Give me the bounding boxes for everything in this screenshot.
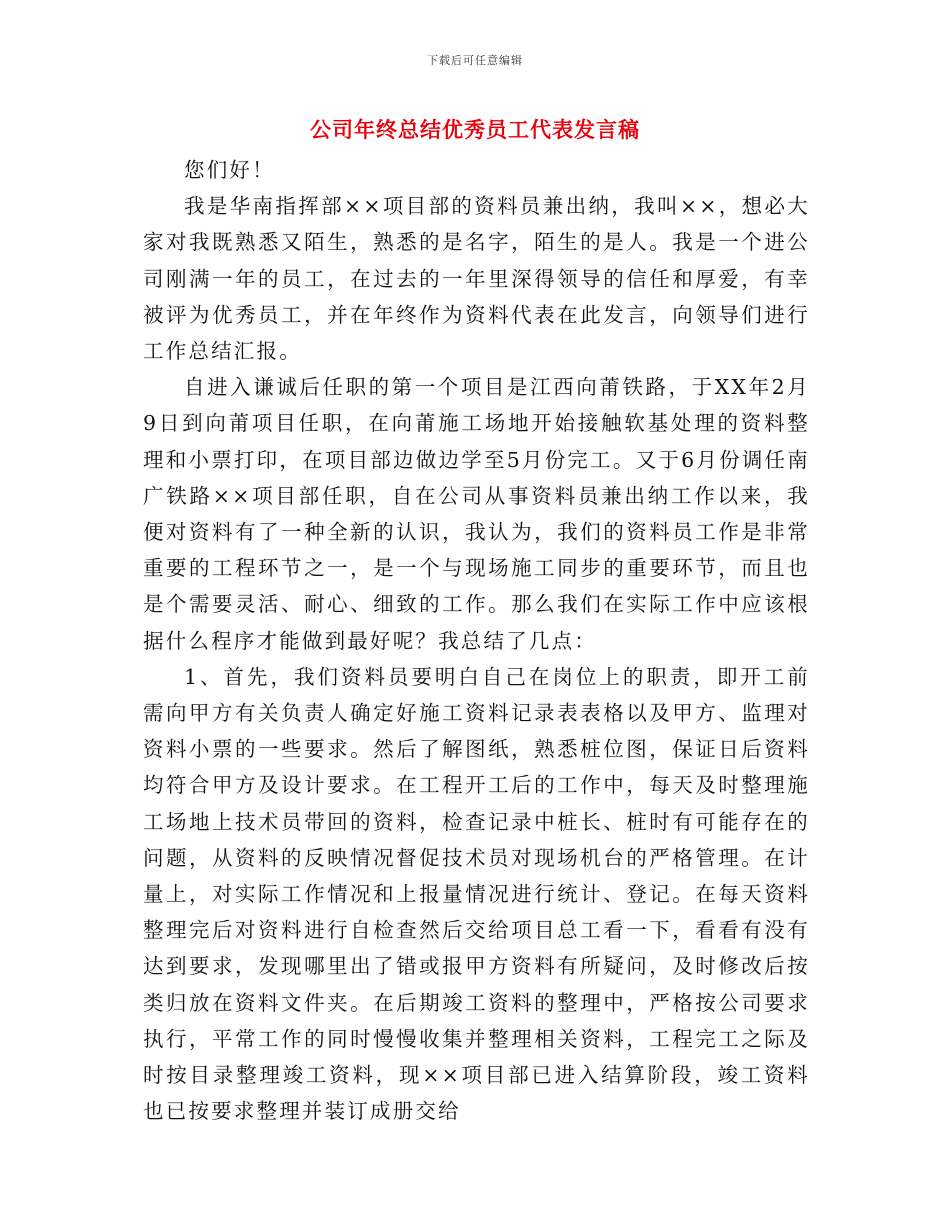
experience-paragraph: 自进入谦诚后任职的第一个项目是江西向莆铁路，于XX年2月9日到向莆项目任职，在向莆施工场地开始接触软基处理的资料整理和小票打印，在项目部边做边学至5月份完工。又于6月份调任南广铁路××项目部任职，自在公司从事资料员兼出纳工作以来，我便对资料有了一种全新的认识，我认为，我们的资料员工作是非常重要的工程环节之一，是一个与现场施工同步的重要环节，而且也是个需要灵活、耐心、细致的工作。那么我们在实际工作中应该根据什么程序才能做到最好呢？我总结了几点： [143,375,810,653]
document-title: 公司年终总结优秀员工代表发言稿 [310,117,640,142]
document-body [143,152,810,1129]
header-note: 下载后可任意编辑 [427,54,523,67]
greeting-paragraph: 您们好！ [184,158,275,182]
intro-paragraph: 我是华南指挥部××项目部的资料员兼出纳，我叫××，想必大家对我既熟悉又陌生，熟悉的是名字，陌生的是人。我是一个进公司刚满一年的员工，在过去的一年里深得领导的信任和厚爱，有幸被评为优秀员工，并在年终作为资料代表在此发言，向领导们进行工作总结汇报。 [143,194,810,364]
point-one-paragraph: 1、首先，我们资料员要明白自己在岗位上的职责，即开工前需向甲方有关负责人确定好施工资料记录表表格以及甲方、监理对资料小票的一些要求。然后了解图纸，熟悉桩位图，保证日后资料均符合甲方及设计要求。在工程开工后的工作中，每天及时整理施工场地上技术员带回的资料，检查记录中桩长、桩时有可能存在的问题，从资料的反映情况督促技术员对现场机台的严格管理。在计量上，对实际工作情况和上报量情况进行统计、登记。在每天资料整理完后对资料进行自检查然后交给项目总工看一下，看看有没有达到要求，发现哪里出了错或报甲方资料有所疑问，及时修改后按类归放在资料文件夹。在后期竣工资料的整理中，严格按公司要求执行，平常工作的同时慢慢收集并整理相关资料，工程完工之际及时按目录整理竣工资料，现××项目部已进入结算阶段，竣工资料也已按要求整理并装订成册交给 [143,664,810,1124]
